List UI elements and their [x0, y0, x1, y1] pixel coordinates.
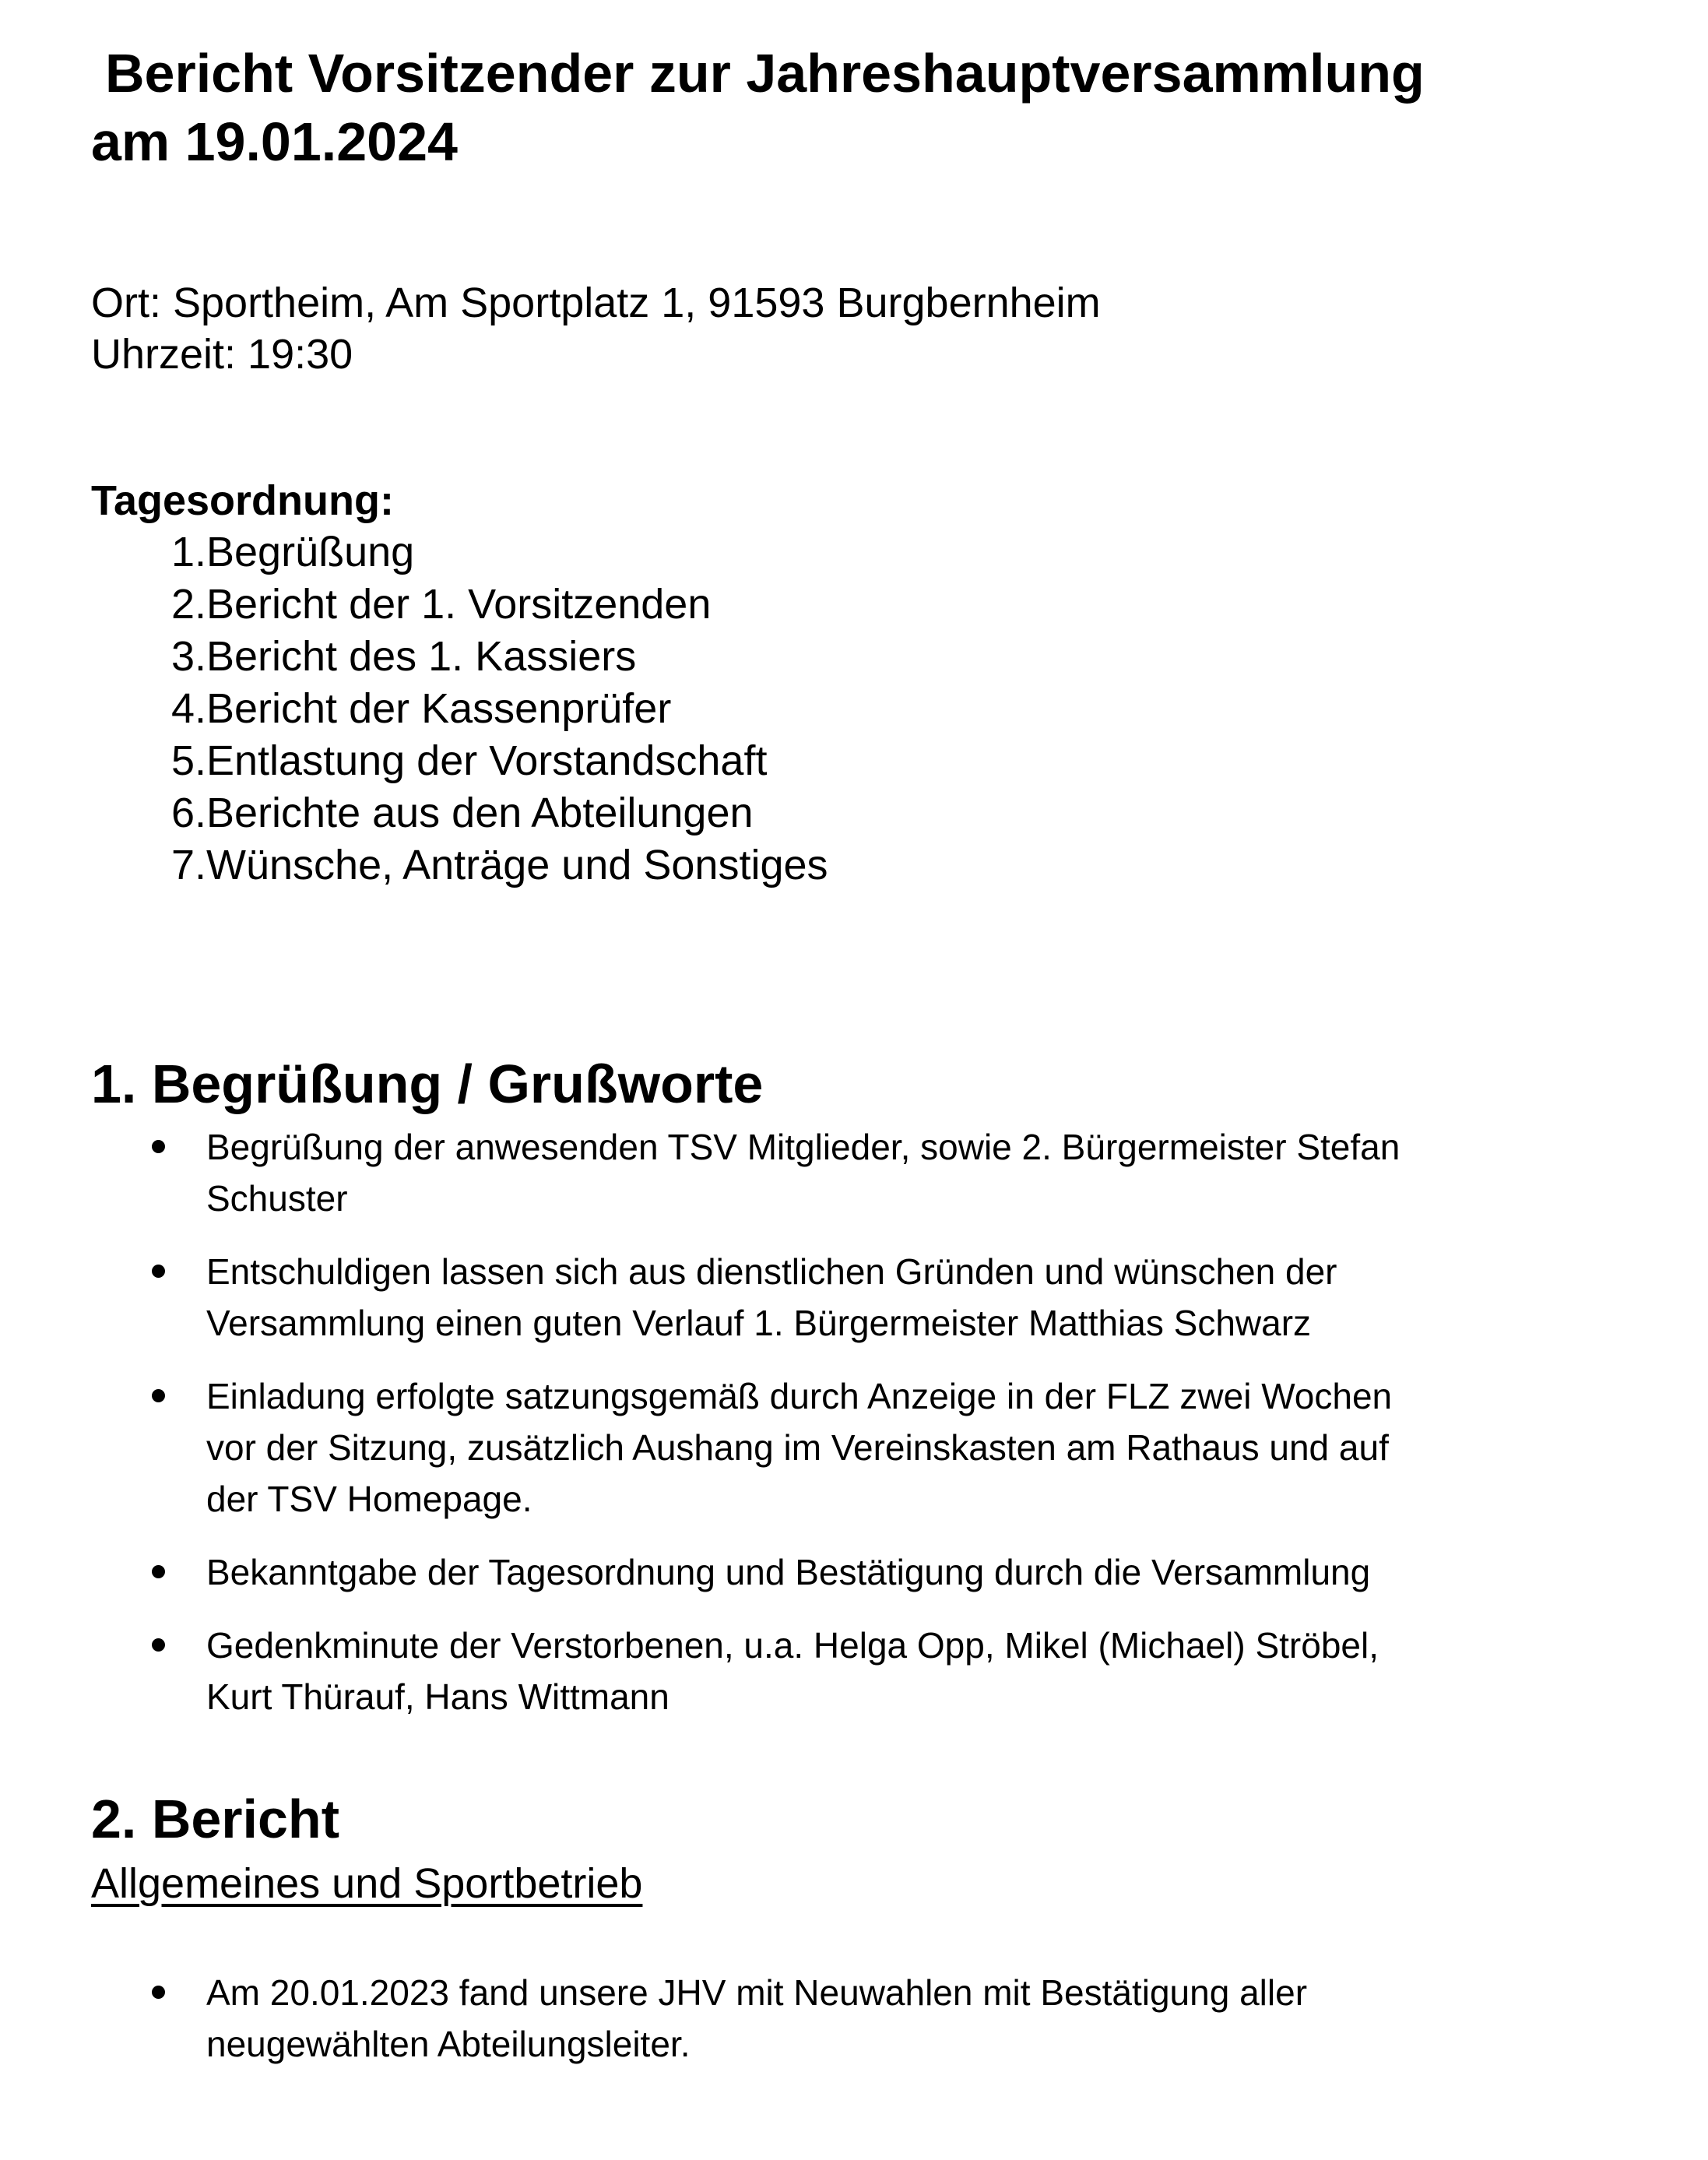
list-item-line: Schuster	[206, 1178, 348, 1219]
agenda-item-text: Bericht der Kassenprüfer	[206, 685, 672, 732]
agenda-item-number: 7.	[170, 842, 206, 888]
agenda-item-text: Berichte aus den Abteilungen	[206, 790, 754, 836]
agenda-item-text: Begrüßung	[206, 529, 415, 575]
agenda-item-text: Bericht der 1. Vorsitzenden	[206, 581, 712, 628]
bullet-icon	[152, 1389, 165, 1402]
list-item	[91, 1620, 1492, 1722]
list-item	[91, 1967, 1492, 2070]
bullet-icon	[152, 1986, 165, 1999]
bullet-icon	[152, 1565, 165, 1578]
meeting-time: Uhrzeit: 19:30	[91, 331, 353, 378]
list-item-line: Einladung erfolgte satzungsgemäß durch Anzeige in der FLZ zwei Wochen	[206, 1376, 1393, 1416]
list-item-line: Versammlung einen guten Verlauf 1. Bürgermeister Matthias Schwarz	[206, 1303, 1312, 1343]
subheading-general-sports: Allgemeines und Sportbetrieb	[91, 1860, 643, 1907]
list-item-line: Entschuldigen lassen sich aus dienstlichen Gründen und wünschen der	[206, 1251, 1337, 1292]
agenda-item	[91, 631, 1570, 683]
list-item	[91, 1246, 1492, 1349]
list-item	[91, 1546, 1492, 1598]
section-heading-greeting: 1. Begrüßung / Grußworte	[91, 1054, 764, 1114]
report-bullet-list	[91, 1967, 1570, 2070]
agenda-item-number: 4.	[170, 685, 206, 732]
list-item-line: Kurt Thürauf, Hans Wittmann	[206, 1676, 669, 1717]
greeting-bullet-list	[91, 1121, 1570, 1722]
document-title	[91, 39, 1570, 176]
bullet-icon	[152, 1140, 165, 1153]
document-title-line-2: am 19.01.2024	[91, 111, 458, 172]
list-item-line: vor der Sitzung, zusätzlich Aushang im Vereinskasten am Rathaus und auf	[206, 1427, 1389, 1468]
agenda-item	[91, 787, 1570, 839]
document-page	[91, 39, 1570, 2091]
bullet-icon	[152, 1638, 165, 1652]
agenda-item-number: 2.	[170, 581, 206, 628]
list-item-line: Am 20.01.2023 fand unsere JHV mit Neuwahlen mit Bestätigung aller	[206, 1972, 1308, 2013]
agenda-item-number: 6.	[170, 790, 206, 836]
list-item	[91, 1121, 1492, 1224]
agenda-item-number: 3.	[170, 633, 206, 680]
bullet-icon	[152, 1265, 165, 1278]
agenda-item	[91, 735, 1570, 787]
list-item-line: Begrüßung der anwesenden TSV Mitglieder, sowie 2. Bürgermeister Stefan	[206, 1127, 1400, 1167]
agenda-heading: Tagesordnung:	[91, 477, 394, 524]
agenda-list	[91, 526, 1570, 892]
agenda-item-number: 1.	[170, 529, 206, 575]
agenda-item	[91, 579, 1570, 631]
document-title-line-1: Bericht Vorsitzender zur Jahreshauptversammlung	[105, 43, 1425, 104]
agenda-item	[91, 526, 1570, 579]
agenda-item-text: Bericht des 1. Kassiers	[206, 633, 637, 680]
list-item-line: neugewählten Abteilungsleiter.	[206, 2024, 691, 2064]
agenda	[91, 475, 1570, 892]
list-item-line: Bekanntgabe der Tagesordnung und Bestätigung durch die Versammlung	[206, 1552, 1371, 1592]
meeting-details	[91, 277, 1570, 380]
section-heading-report: 2. Bericht	[91, 1789, 339, 1849]
agenda-item	[91, 839, 1570, 892]
agenda-item-text: Wünsche, Anträge und Sonstiges	[206, 842, 828, 888]
agenda-item-number: 5.	[170, 737, 206, 784]
list-item	[91, 1370, 1492, 1525]
agenda-item	[91, 683, 1570, 735]
meeting-location: Ort: Sportheim, Am Sportplatz 1, 91593 Burgbernheim	[91, 280, 1101, 326]
agenda-item-text: Entlastung der Vorstandschaft	[206, 737, 768, 784]
list-item-line: Gedenkminute der Verstorbenen, u.a. Helga Opp, Mikel (Michael) Ströbel,	[206, 1625, 1379, 1666]
list-item-line: der TSV Homepage.	[206, 1479, 532, 1519]
